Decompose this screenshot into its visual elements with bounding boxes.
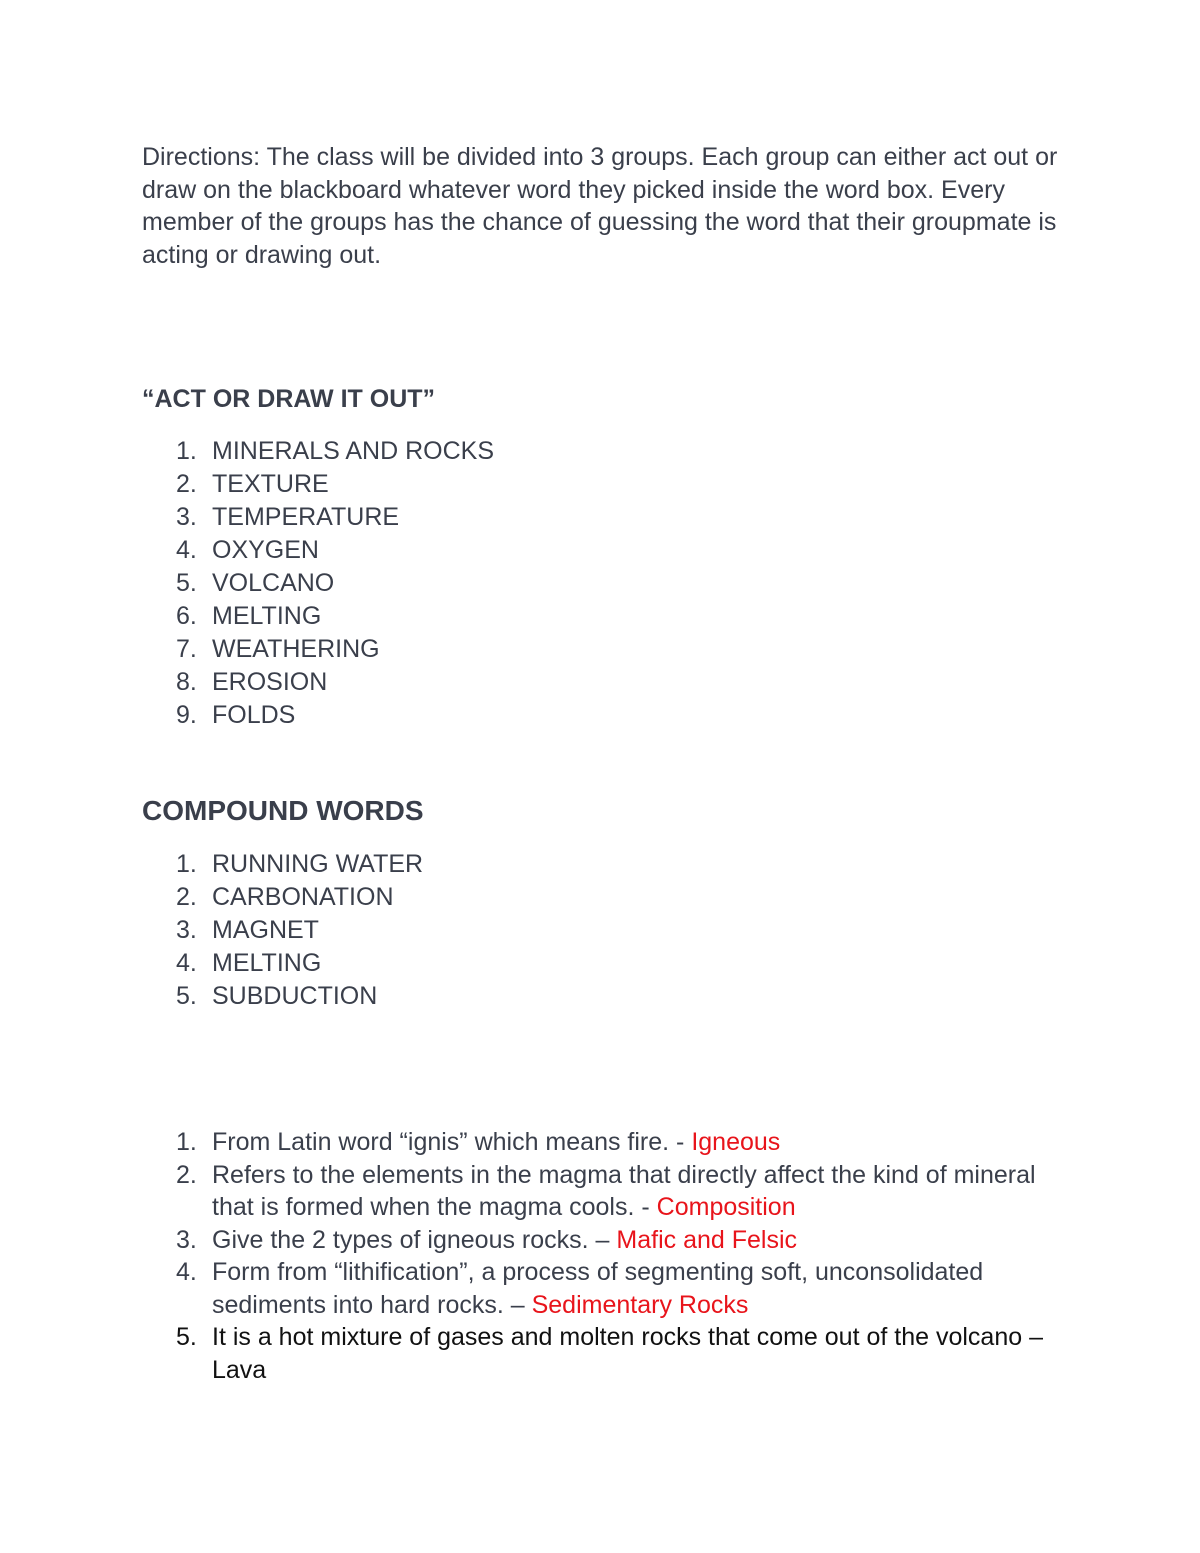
list-item — [142, 534, 1042, 567]
list-number: 9. — [176, 701, 197, 729]
answer-text: Igneous — [691, 1128, 781, 1156]
list-item — [142, 468, 1042, 501]
question-text: Give the 2 types of igneous rocks. – — [212, 1225, 617, 1254]
list-number: 1. — [176, 437, 197, 465]
list-item-text: VOLCANO — [212, 569, 335, 597]
compound-words-heading: COMPOUND WORDS — [142, 795, 424, 826]
question-item — [142, 1321, 1082, 1386]
list-item — [142, 435, 1042, 468]
list-item-text: TEMPERATURE — [212, 503, 400, 531]
question-text: From Latin word “ignis” which means fire. - — [212, 1128, 692, 1156]
list-number: 4. — [176, 949, 197, 977]
list-item — [142, 567, 1042, 600]
list-number: 2. — [176, 883, 197, 911]
list-number: 6. — [176, 602, 197, 630]
list-item-text: MELTING — [212, 949, 322, 977]
list-item-text: EROSION — [212, 668, 328, 696]
list-number: 3. — [176, 916, 197, 944]
list-item — [142, 699, 1042, 732]
list-number: 5. — [176, 1323, 197, 1351]
list-number: 4. — [176, 536, 197, 564]
compound-word-list — [142, 848, 1042, 1013]
list-item — [142, 666, 1042, 699]
list-item-text: MELTING — [212, 602, 322, 630]
list-item — [142, 848, 1042, 881]
list-item-text: SUBDUCTION — [212, 982, 378, 1010]
list-item — [142, 980, 1042, 1013]
list-item-text: WEATHERING — [212, 635, 380, 663]
question-item — [142, 1256, 1082, 1321]
act-word-list — [142, 435, 1042, 732]
list-item — [142, 600, 1042, 633]
answer-text: Sedimentary Rocks — [531, 1290, 749, 1319]
list-number: 3. — [176, 1225, 197, 1254]
list-number: 2. — [176, 1160, 197, 1189]
list-item-text: RUNNING WATER — [212, 850, 424, 878]
list-item-text: FOLDS — [212, 701, 296, 729]
list-item-text: OXYGEN — [212, 536, 319, 564]
list-item-text: MAGNET — [212, 916, 319, 944]
question-text: Form from “lithification”, a process of segmenting soft, unconsolidated sediments into hard rocks. – — [212, 1258, 984, 1319]
list-item-text: TEXTURE — [212, 470, 329, 498]
list-item — [142, 501, 1042, 534]
question-text: Refers to the elements in the magma that directly affect the kind of mineral that is formed when the magma cools. - — [212, 1160, 1036, 1221]
list-number: 3. — [176, 503, 197, 531]
question-item — [142, 1224, 1082, 1257]
list-number: 7. — [176, 635, 197, 663]
list-number: 5. — [176, 569, 197, 597]
list-number: 5. — [176, 982, 197, 1010]
act-or-draw-heading: “ACT OR DRAW IT OUT” — [142, 385, 436, 413]
list-item — [142, 914, 1042, 947]
list-item — [142, 881, 1042, 914]
list-number: 8. — [176, 668, 197, 696]
question-item — [142, 1159, 1082, 1224]
question-text: It is a hot mixture of gases and molten rocks that come out of the volcano – Lava — [212, 1323, 1043, 1384]
list-number: 1. — [176, 1128, 197, 1156]
question-item — [142, 1126, 1082, 1159]
list-number: 2. — [176, 470, 197, 498]
list-number: 4. — [176, 1258, 197, 1286]
list-number: 1. — [176, 850, 197, 878]
answer-text: Mafic and Felsic — [616, 1225, 798, 1254]
list-item-text: CARBONATION — [212, 883, 394, 911]
list-item-text: MINERALS AND ROCKS — [212, 437, 495, 465]
question-list — [142, 1126, 1082, 1386]
directions-paragraph: Directions: The class will be divided into 3 groups. Each group can either act out or draw on the blackboard whatever word they picked inside the word box. Every member of the groups has the chance of guessing the word that their groupmate is acting or drawing out. — [142, 143, 1058, 269]
answer-text: Composition — [656, 1193, 796, 1221]
list-item — [142, 947, 1042, 980]
list-item — [142, 633, 1042, 666]
